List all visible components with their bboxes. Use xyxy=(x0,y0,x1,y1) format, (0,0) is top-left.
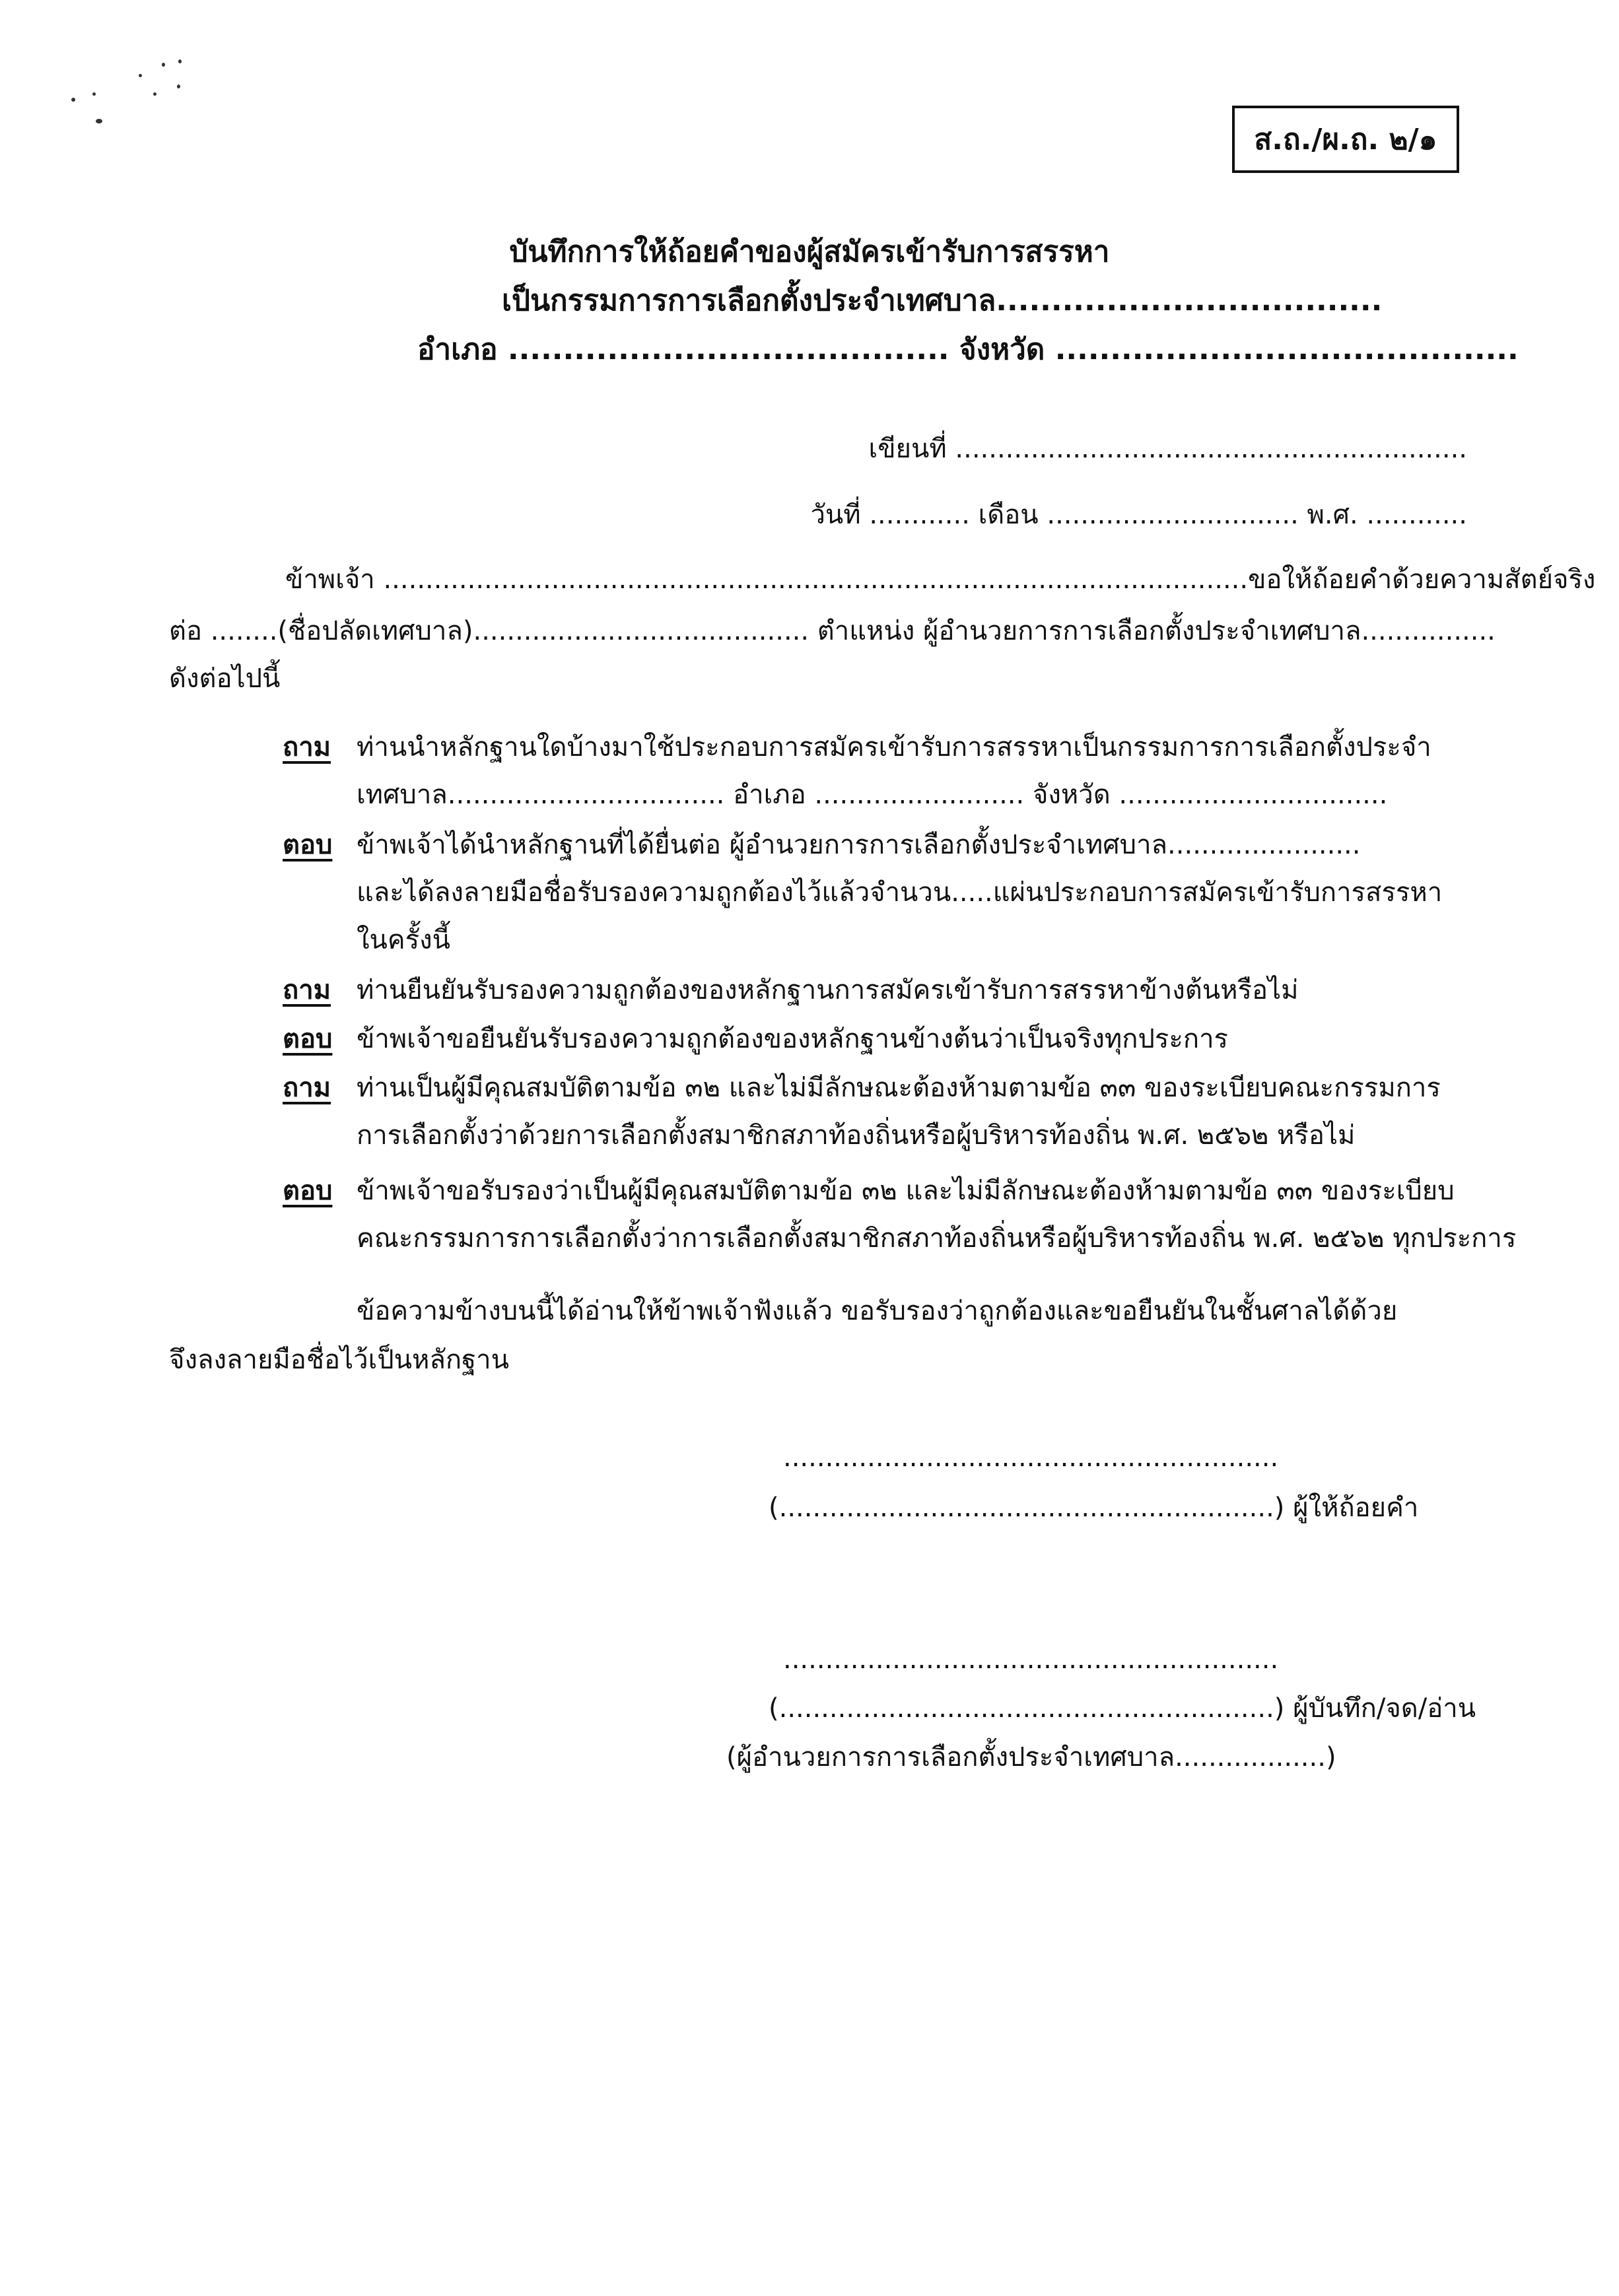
answer-text xyxy=(357,1015,1466,1063)
signature-name-statement-giver: (...........................................................) ผู้ให้ถ้อยคำ xyxy=(769,1493,1419,1523)
question-label: ถาม xyxy=(283,732,331,762)
answer-label: ตอบ xyxy=(283,1024,333,1054)
qa-line: ข้าพเจ้าขอยืนยันรับรองความถูกต้องของหลักฐานข้างต้นว่าเป็นจริงทุกประการ xyxy=(357,1024,1229,1054)
qa-line: ท่านนำหลักฐานใดบ้างมาใช้ประกอบการสมัครเข้ารับการสรรหาเป็นกรรมการการเลือกตั้งประจำ xyxy=(357,732,1431,762)
qa-line: ข้าพเจ้าขอรับรองว่าเป็นผู้มีคุณสมบัติตามข้อ ๓๒ และไม่มีลักษณะต้องห้ามตามข้อ ๓๓ ของระเบียบ xyxy=(357,1176,1455,1206)
question-text xyxy=(357,724,1466,819)
scan-speck xyxy=(71,98,75,102)
answer-text xyxy=(357,821,1466,964)
written-at-field: เขียนที่ ............................................................. xyxy=(868,434,1467,464)
answer-label: ตอบ xyxy=(283,1176,333,1206)
document-title-line2: เป็นกรรมการการเลือกตั้งประจำเทศบาล................................... xyxy=(502,284,1383,318)
intro-line3: ดังต่อไปนี้ xyxy=(169,663,281,694)
qa-line: ท่านเป็นผู้มีคุณสมบัติตามข้อ ๓๒ และไม่มีลักษณะต้องห้ามตามข้อ ๓๓ ของระเบียบคณะกรรมการ xyxy=(357,1073,1441,1103)
signature-name-recorder: (...........................................................) ผู้บันทึก/จด/อ่าน xyxy=(769,1693,1476,1724)
answer-label: ตอบ xyxy=(283,830,333,860)
scan-speck xyxy=(162,63,165,67)
question-text xyxy=(357,966,1466,1014)
closing-line1: ข้อความข้างบนนี้ได้อ่านให้ข้าพเจ้าฟังแล้ว ขอรับรองว่าถูกต้องและขอยืนยันในชั้นศาลได้ด้วย xyxy=(357,1296,1398,1326)
qa-line: คณะกรรมการการเลือกตั้งว่าการเลือกตั้งสมาชิกสภาท้องถิ่นหรือผู้บริหารท้องถิ่น พ.ศ. ๒๕๖๒ ทุกประการ xyxy=(357,1223,1517,1254)
qa-line: และได้ลงลายมือชื่อรับรองความถูกต้องไว้แล้วจำนวน.....แผ่นประกอบการสมัครเข้ารับการสรรหา xyxy=(357,877,1443,908)
question-text xyxy=(357,1064,1466,1159)
scan-speck xyxy=(92,92,96,96)
signature-line: ........................................................... xyxy=(783,1442,1279,1473)
scan-speck xyxy=(139,74,142,77)
qa-line: ในครั้งนี้ xyxy=(357,925,450,955)
qa-line: ข้าพเจ้าได้นำหลักฐานที่ได้ยื่นต่อ ผู้อำนวยการการเลือกตั้งประจำเทศบาล....................... xyxy=(357,830,1361,860)
intro-line2: ต่อ ........(ชื่อปลัดเทศบาล)........................................ ตำแหน่ง ผู้อำนวยการการเลือกตั้งประจำเทศบาล................ xyxy=(169,616,1496,646)
scan-speck xyxy=(96,119,102,123)
answer-text xyxy=(357,1167,1517,1262)
document-title-line3: อำเภอ ........................................ จังหวัด .......................................... xyxy=(417,333,1519,366)
intro-line1: ข้าพเจ้า .......................................................................................................ขอให้ถ้อยคำด้วยความสัตย์จริง xyxy=(285,564,1596,595)
closing-line2: จึงลงลายมือชื่อไว้เป็นหลักฐาน xyxy=(169,1345,509,1375)
qa-line: ท่านยืนยันรับรองความถูกต้องของหลักฐานการสมัครเข้ารับการสรรหาข้างต้นหรือไม่ xyxy=(357,975,1299,1005)
scan-speck xyxy=(177,84,180,88)
qa-line: เทศบาล................................. อำเภอ ......................... จังหวัด ................................ xyxy=(357,780,1388,810)
document-title-line1: บันทึกการให้ถ้อยคำของผู้สมัครเข้ารับการสรรหา xyxy=(509,235,1110,269)
form-code-box: ส.ถ./ผ.ถ. ๒/๑ xyxy=(1232,106,1459,173)
question-label: ถาม xyxy=(283,1073,331,1103)
qa-line: การเลือกตั้งว่าด้วยการเลือกตั้งสมาชิกสภาท้องถิ่นหรือผู้บริหารท้องถิ่น พ.ศ. ๒๕๖๒ หรือไม่ xyxy=(357,1120,1356,1151)
question-label: ถาม xyxy=(283,975,331,1005)
scan-speck xyxy=(178,59,182,63)
signature-line: ........................................................... xyxy=(783,1644,1279,1675)
date-field: วันที่ ............ เดือน .............................. พ.ศ. ............ xyxy=(810,500,1467,530)
signature-position-recorder: (ผู้อำนวยการการเลือกตั้งประจำเทศบาล..................) xyxy=(726,1742,1336,1773)
scan-speck xyxy=(153,92,156,96)
